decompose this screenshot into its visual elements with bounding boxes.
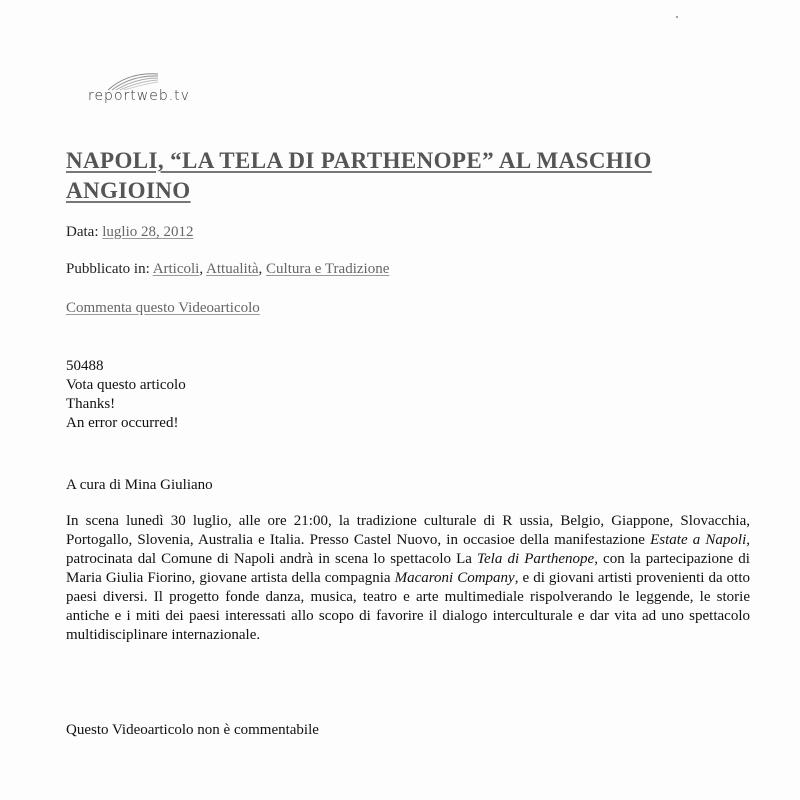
date-label: Data: xyxy=(66,224,99,240)
article-title[interactable]: NAPOLI, “LA TELA DI PARTHENOPE” AL MASCHIO ANGIOINO xyxy=(66,148,652,203)
article-body xyxy=(66,512,750,645)
published-label: Pubblicato in: xyxy=(66,261,150,277)
vote-label[interactable]: Vota questo articolo xyxy=(66,377,186,393)
logo-text: reportweb.tv xyxy=(88,88,190,104)
vote-widget xyxy=(66,357,186,433)
vote-thanks: Thanks! xyxy=(66,396,116,412)
comment-link[interactable]: Commenta questo Videoarticolo xyxy=(66,300,260,316)
category-link-cultura[interactable]: Cultura e Tradizione xyxy=(266,261,390,277)
body-italic-segment: Macaroni Company xyxy=(394,570,515,586)
date-row xyxy=(66,224,194,241)
category-separator: , xyxy=(199,261,207,277)
category-separator: , xyxy=(258,261,267,277)
published-row xyxy=(66,261,389,278)
date-link[interactable]: luglio 28, 2012 xyxy=(102,224,194,240)
category-link-articoli[interactable]: Articoli xyxy=(152,261,200,277)
vote-id: 50488 xyxy=(66,358,104,374)
body-segment: , e di giovani artisti provenienti da otto paesi diversi. Il progetto fonde danza, musica, teatro e arte multimediale rispolverando le leggende, le storie antiche e i miti dei paesi interessati allo scopo di favorire il dialogo interculturale e dar vita ad uno spettacolo multidisciplinare internazionale. xyxy=(66,570,750,643)
author-line: A cura di Mina Giuliano xyxy=(66,477,213,493)
comments-closed-note: Questo Videoarticolo non è commentabile xyxy=(66,722,319,738)
scan-speck xyxy=(676,16,678,18)
vote-error: An error occurred! xyxy=(66,415,179,431)
body-italic-segment: Estate a Napoli xyxy=(650,532,747,548)
site-logo[interactable] xyxy=(88,70,228,114)
body-segment: In scena lunedì 30 luglio, alle ore 21:00, la tradizione culturale di R ussia, Belgio, Giappone, Slovacchia, Portogallo, Slovenia, Australia e Italia. Presso Castel Nuovo, in occasioe della manifestazione xyxy=(66,513,750,548)
comment-row xyxy=(66,300,260,317)
category-link-attualita[interactable]: Attualità xyxy=(206,261,259,277)
body-italic-segment: Tela di Parthenope xyxy=(477,551,595,567)
body-segment: , patrocinata dal Comune di Napoli andrà in scena lo spettacolo La xyxy=(66,532,751,567)
body-segment: , con la partecipazione di Maria Giulia Fiorino, giovane artista della compagnia xyxy=(66,551,750,586)
